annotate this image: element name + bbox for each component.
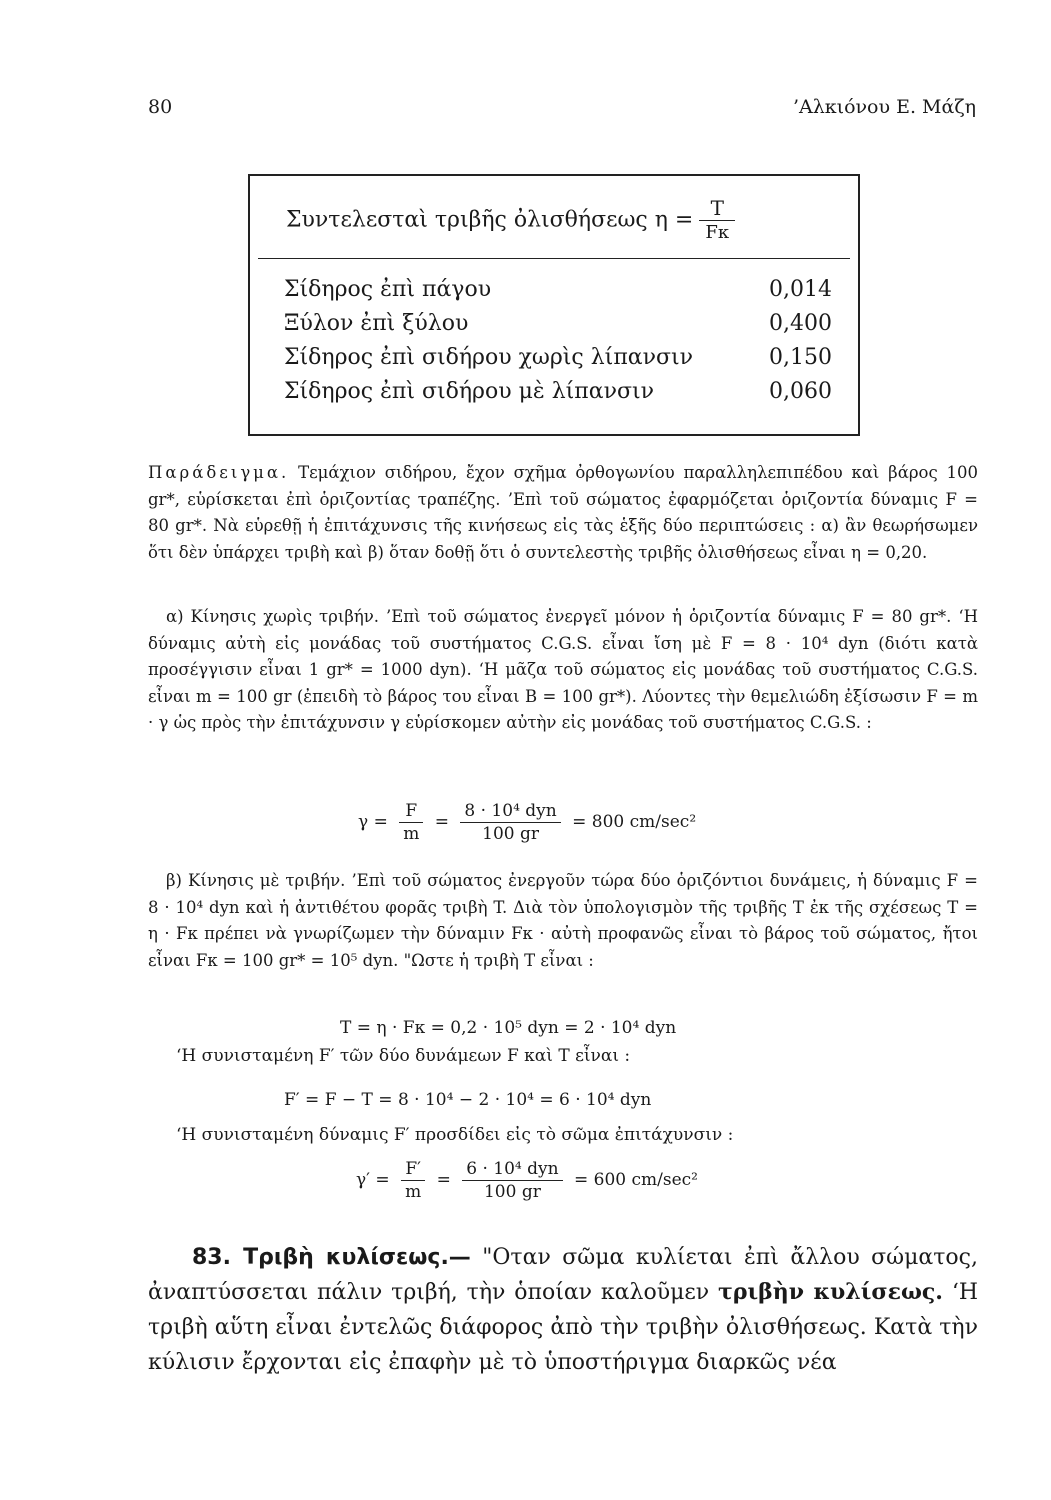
formula-fraction <box>699 196 735 245</box>
example-text: Τεμάχιον σιδήρου, ἔχον σχῆμα ὀρθογωνίου παραλληλεπιπέδου καὶ βάρος 100 gr*, εὑρίσκεται ἐπὶ ὁριζοντίας τραπέζης. ’Επὶ τοῦ σώματος ἐφαρμόζεται ὁριζοντία δύναμις F = 80 gr*. Νὰ εὑρεθῇ ἡ ἐπιτάχυνσις τῆς κινήσεως εἰς τὰς ἑξῆς δύο περιπτώσεις : α) ἂν θεωρήσωμεν ὅτι δὲν ὑπάρχει τριβὴ καὶ β) ὅταν δοθῇ ὅτι ὁ συντελεστὴς τριβῆς ὀλισθήσεως εἶναι η = 0,20. <box>148 463 978 562</box>
fraction-numerator: 6 · 10⁴ dyn <box>466 1159 559 1179</box>
page-header <box>148 96 976 122</box>
fraction <box>401 1158 425 1203</box>
material-cell: Σίδηρος ἐπὶ πάγου <box>284 276 492 302</box>
table-row <box>284 306 832 340</box>
table-title <box>286 196 735 245</box>
fraction <box>399 800 423 845</box>
equation-resultant: F′ = F − T = 8 · 10⁴ − 2 · 10⁴ = 6 · 10⁴ dyn <box>284 1090 652 1110</box>
table-row <box>284 374 832 408</box>
formula-numerator: T <box>710 196 724 220</box>
part-a-paragraph: α) Κίνησις χωρὶς τριβήν. ’Επὶ τοῦ σώματος ἐνεργεῖ μόνον ἡ ὁριζοντία δύναμις F = 80 gr*. ‘Η δύναμις αὐτὴ εἰς μονάδας τοῦ συστήματος C.G.S. εἶναι ἴση μὲ F = 8 · 10⁴ dyn (διότι κατὰ προσέγγισιν εἶναι 1 gr* = 1000 dyn). ‘Η μᾶζα τοῦ σώματος εἰς μονάδας τοῦ συστήματος C.G.S. εἶναι m = 100 gr (ἐπειδὴ τὸ βάρος του εἶναι B = 100 gr*). Λύοντες τὴν θεμελιώδη ἐξίσωσιν F = m · γ ὡς πρὸς τὴν ἐπιτάχυνσιν γ εὑρίσκομεν αὐτὴν εἰς μονάδας τοῦ συστήματος C.G.S. : <box>148 607 978 732</box>
table-row <box>284 272 832 306</box>
material-cell: Σίδηρος ἐπὶ σιδήρου χωρὶς λίπανσιν <box>284 344 694 370</box>
equation-part-a: γ = $\frac{F}{m}$ = 8 · 10⁴ dyn 100 gr = 800 cm/sec² <box>358 801 697 844</box>
table-title-text: Συντελεσταὶ τριβῆς ὀλισθήσεως η = <box>286 207 694 233</box>
fraction <box>460 800 560 845</box>
section-text-continued: ‘Η τριβὴ αὕτη εἶναι ἐντελῶς διάφορος ἀπὸ τὴν τριβὴν ὀλισθήσεως. Κατὰ τὴν κύλισιν ἔρχονται εἰς ἐπαφὴν μὲ τὸ ὑποστήριγμα διαρκῶς νέα <box>148 1280 979 1375</box>
equation-friction: T = η · Fκ = 0,2 · 10⁵ dyn = 2 · 10⁴ dyn <box>340 1018 677 1038</box>
value-cell: 0,150 <box>769 344 832 370</box>
part-b-paragraph: β) Κίνησις μὲ τριβήν. ’Επὶ τοῦ σώματος ἐνεργοῦν τώρα δύο ὁριζόντιοι δυνάμεις, ἡ δύναμις F = 8 · 10⁴ dyn καὶ ἡ ἀντιθέτου φορᾶς τριβὴ T. Διὰ τὸν ὑπολογισμὸν τῆς τριβῆς T ἐκ τῆς σχέσεως T = η · Fκ πρέπει νὰ γνωρίζωμεν τὴν δύναμιν Fκ · αὐτὴ προφανῶς εἶναι τὸ βάρος τοῦ σώματος, ἤτοι εἶναι Fκ = 100 gr* = 10⁵ dyn. "Ωστε ἡ τριβὴ T εἶναι : <box>148 871 978 970</box>
example-label: Παράδειγμα. <box>148 463 290 482</box>
material-cell: Σίδηρος ἐπὶ σιδήρου μὲ λίπανσιν <box>284 378 654 404</box>
value-cell: 0,060 <box>769 378 832 404</box>
table-divider <box>258 258 850 259</box>
equation-lhs: γ = <box>358 812 388 832</box>
bold-term: τριβὴν κυλίσεως. <box>718 1279 943 1305</box>
acceleration-intro: ‘Η συνισταμένη δύναμις F′ προσδίδει εἰς τὸ σῶμα ἐπιτάχυνσιν : <box>176 1125 734 1145</box>
table-rows <box>284 272 832 408</box>
table-row <box>284 340 832 374</box>
fraction-denominator: 100 gr <box>462 1180 562 1203</box>
example-paragraph <box>148 460 978 566</box>
fraction <box>462 1158 562 1203</box>
value-cell: 0,014 <box>769 276 832 302</box>
fraction-denominator: m <box>399 822 423 845</box>
friction-coefficient-table <box>248 174 860 436</box>
section-text: "Οταν σῶμα κυλίεται ἐπὶ ἄλλου σώματος, ἀναπτύσσεται πάλιν τριβή, τὴν ὁποίαν καλοῦμεν <box>148 1245 978 1305</box>
fraction-denominator: m <box>401 1180 425 1203</box>
equation-part-b: γ′ = $\frac{F'}{m}$ = 6 · 10⁴ dyn 100 gr = 600 cm/sec² <box>356 1159 698 1202</box>
equation-lhs: γ′ = <box>356 1170 390 1190</box>
section-heading: 83. Τριβὴ κυλίσεως.— <box>192 1245 471 1270</box>
fraction-numerator: F′ <box>405 1159 421 1179</box>
value-cell: 0,400 <box>769 310 832 336</box>
material-cell: Ξύλον ἐπὶ ξύλου <box>284 310 469 336</box>
equation-result: = 600 cm/sec² <box>574 1170 698 1190</box>
equation-result: = 800 cm/sec² <box>572 812 697 832</box>
fraction-numerator: F <box>405 801 418 821</box>
formula-denominator: Fκ <box>699 220 735 245</box>
section-83 <box>148 1240 978 1380</box>
page-number: 80 <box>148 96 173 118</box>
fraction-denominator: 100 gr <box>460 822 560 845</box>
fraction-numerator: 8 · 10⁴ dyn <box>464 801 557 821</box>
resultant-intro: ‘Η συνισταμένη F′ τῶν δύο δυνάμεων F καὶ T εἶναι : <box>176 1046 631 1066</box>
running-title: ’Αλκιόνου Ε. Μάζη <box>792 96 976 118</box>
